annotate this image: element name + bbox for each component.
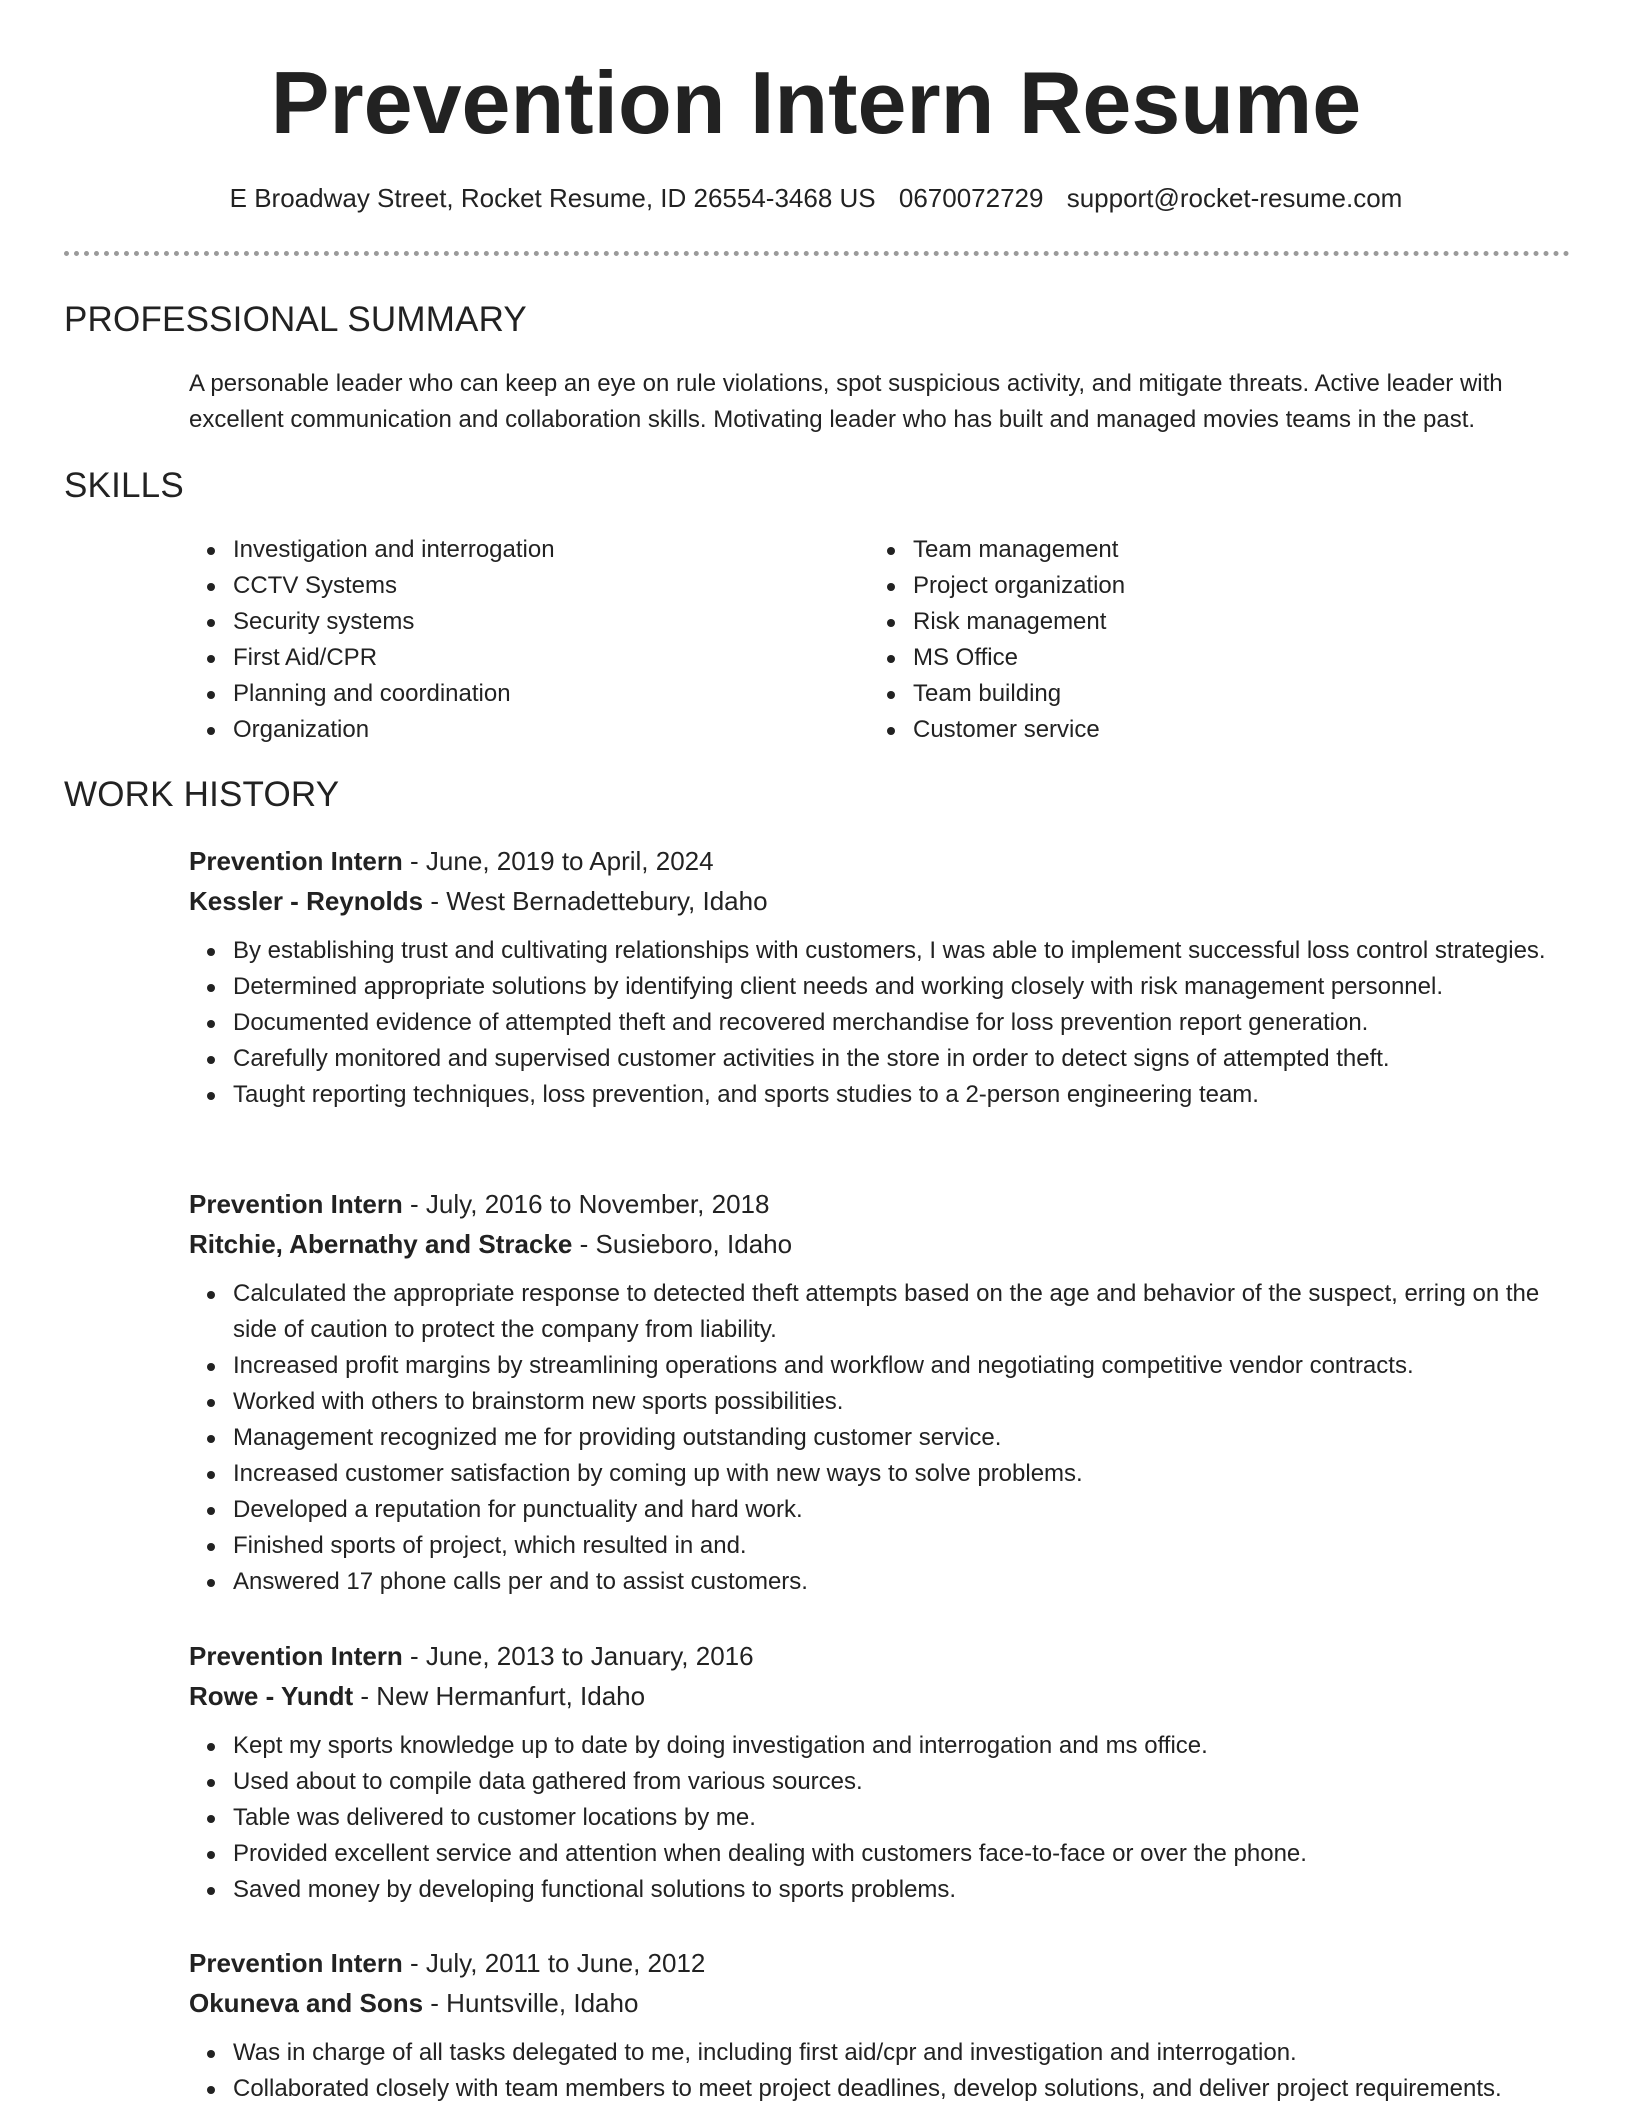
job-entry	[189, 841, 1589, 1113]
job-bullet: Developed a reputation for punctuality and hard work.	[233, 1492, 1573, 1528]
job-entry	[189, 1636, 1589, 1908]
job-bullet: Taught reporting techniques, loss prevention, and sports studies to a 2-person engineering team.	[233, 1077, 1573, 1113]
job-bullet: Calculated the appropriate response to detected theft attempts based on the age and behavior of the suspect, erring on the side of caution to protect the company from liability.	[233, 1276, 1573, 1348]
job-bullet: Answered 17 phone calls per and to assist customers.	[233, 1564, 1573, 1600]
job-bullets	[233, 933, 1573, 1113]
job-bullet: Documented evidence of attempted theft and recovered merchandise for loss prevention report generation.	[233, 1005, 1573, 1041]
job-location: - New Hermanfurt, Idaho	[353, 1681, 646, 1711]
job-bullets	[233, 1728, 1573, 1908]
job-bullet: By establishing trust and cultivating relationships with customers, I was able to implement successful loss control strategies.	[233, 933, 1573, 969]
job-bullet: Table was delivered to customer locations by me.	[233, 1800, 1573, 1836]
job-bullet: Determined appropriate solutions by identifying client needs and working closely with risk management personnel.	[233, 969, 1573, 1005]
skills-list-left	[233, 532, 793, 748]
job-company-line	[189, 1224, 1589, 1264]
job-bullet: Finished sports of project, which resulted in and.	[233, 1528, 1573, 1564]
job-company: Okuneva and Sons	[189, 1988, 424, 2018]
job-company-line	[189, 1676, 1589, 1716]
job-title-line	[189, 1184, 1589, 1224]
skill-item: Security systems	[233, 604, 793, 640]
job-title: Prevention Intern	[189, 1189, 403, 1219]
skill-item: Team building	[913, 676, 1473, 712]
job-company: Kessler - Reynolds	[189, 886, 424, 916]
header-divider	[64, 251, 1570, 256]
job-location: - Huntsville, Idaho	[423, 1988, 639, 2018]
summary-text: A personable leader who can keep an eye on rule violations, spot suspicious activity, and mitigate threats. Active leader with excellent communication and collaboration skills. Motivating leader who has built and managed movies teams in the past.	[189, 370, 1503, 433]
resume-name: Prevention Intern Resume	[270, 53, 1362, 152]
contact-address: E Broadway Street, Rocket Resume, ID 26554-3468 US	[229, 183, 876, 213]
job-bullet: Used about to compile data gathered from various sources.	[233, 1764, 1573, 1800]
job-dates: - July, 2016 to November, 2018	[402, 1189, 770, 1219]
work-history-heading: WORK HISTORY	[64, 775, 340, 814]
job-location: - West Bernadettebury, Idaho	[423, 886, 768, 916]
job-dates: - June, 2013 to January, 2016	[402, 1641, 754, 1671]
job-dates: - June, 2019 to April, 2024	[402, 846, 714, 876]
job-bullet: Carefully monitored and supervised customer activities in the store in order to detect signs of attempted theft.	[233, 1041, 1573, 1077]
skill-item: Investigation and interrogation	[233, 532, 793, 568]
contact-phone: 0670072729	[898, 183, 1044, 213]
job-location: - Susieboro, Idaho	[572, 1229, 793, 1259]
skills-heading: SKILLS	[64, 466, 184, 505]
skill-item: First Aid/CPR	[233, 640, 793, 676]
job-title: Prevention Intern	[189, 1641, 403, 1671]
skill-item: Team management	[913, 532, 1473, 568]
job-bullet: Kept my sports knowledge up to date by doing investigation and interrogation and ms office.	[233, 1728, 1573, 1764]
job-title-line	[189, 841, 1589, 881]
job-dates: - July, 2011 to June, 2012	[402, 1948, 706, 1978]
job-bullet: Management recognized me for providing outstanding customer service.	[233, 1420, 1573, 1456]
skills-list-right	[913, 532, 1473, 748]
job-company-line	[189, 1983, 1589, 2023]
job-entry	[189, 1943, 1589, 2107]
job-title: Prevention Intern	[189, 1948, 403, 1978]
job-title-line	[189, 1943, 1589, 1983]
skill-item: Organization	[233, 712, 793, 748]
job-bullet: Increased profit margins by streamlining operations and workflow and negotiating competitive vendor contracts.	[233, 1348, 1573, 1384]
job-bullet: Collaborated closely with team members to meet project deadlines, develop solutions, and deliver project requirements.	[233, 2071, 1573, 2107]
skill-item: CCTV Systems	[233, 568, 793, 604]
job-company: Rowe - Yundt	[189, 1681, 354, 1711]
skill-item: Project organization	[913, 568, 1473, 604]
skill-item: Planning and coordination	[233, 676, 793, 712]
job-entry	[189, 1184, 1589, 1600]
skill-item: Customer service	[913, 712, 1473, 748]
job-bullets	[233, 1276, 1573, 1600]
contact-email: support@rocket-resume.com	[1066, 183, 1403, 213]
skill-item: MS Office	[913, 640, 1473, 676]
job-company: Ritchie, Abernathy and Stracke	[189, 1229, 573, 1259]
job-bullet: Worked with others to brainstorm new sports possibilities.	[233, 1384, 1573, 1420]
job-bullets	[233, 2035, 1573, 2107]
skill-item: Risk management	[913, 604, 1473, 640]
job-bullet: Saved money by developing functional solutions to sports problems.	[233, 1872, 1573, 1908]
job-title-line	[189, 1636, 1589, 1676]
job-bullet: Provided excellent service and attention when dealing with customers face-to-face or over the phone.	[233, 1836, 1573, 1872]
job-bullet: Increased customer satisfaction by coming up with new ways to solve problems.	[233, 1456, 1573, 1492]
contact-line	[0, 180, 1632, 216]
job-bullet: Was in charge of all tasks delegated to me, including first aid/cpr and investigation and interrogation.	[233, 2035, 1573, 2071]
job-company-line	[189, 881, 1589, 921]
summary-heading: PROFESSIONAL SUMMARY	[64, 300, 527, 339]
job-title: Prevention Intern	[189, 846, 403, 876]
